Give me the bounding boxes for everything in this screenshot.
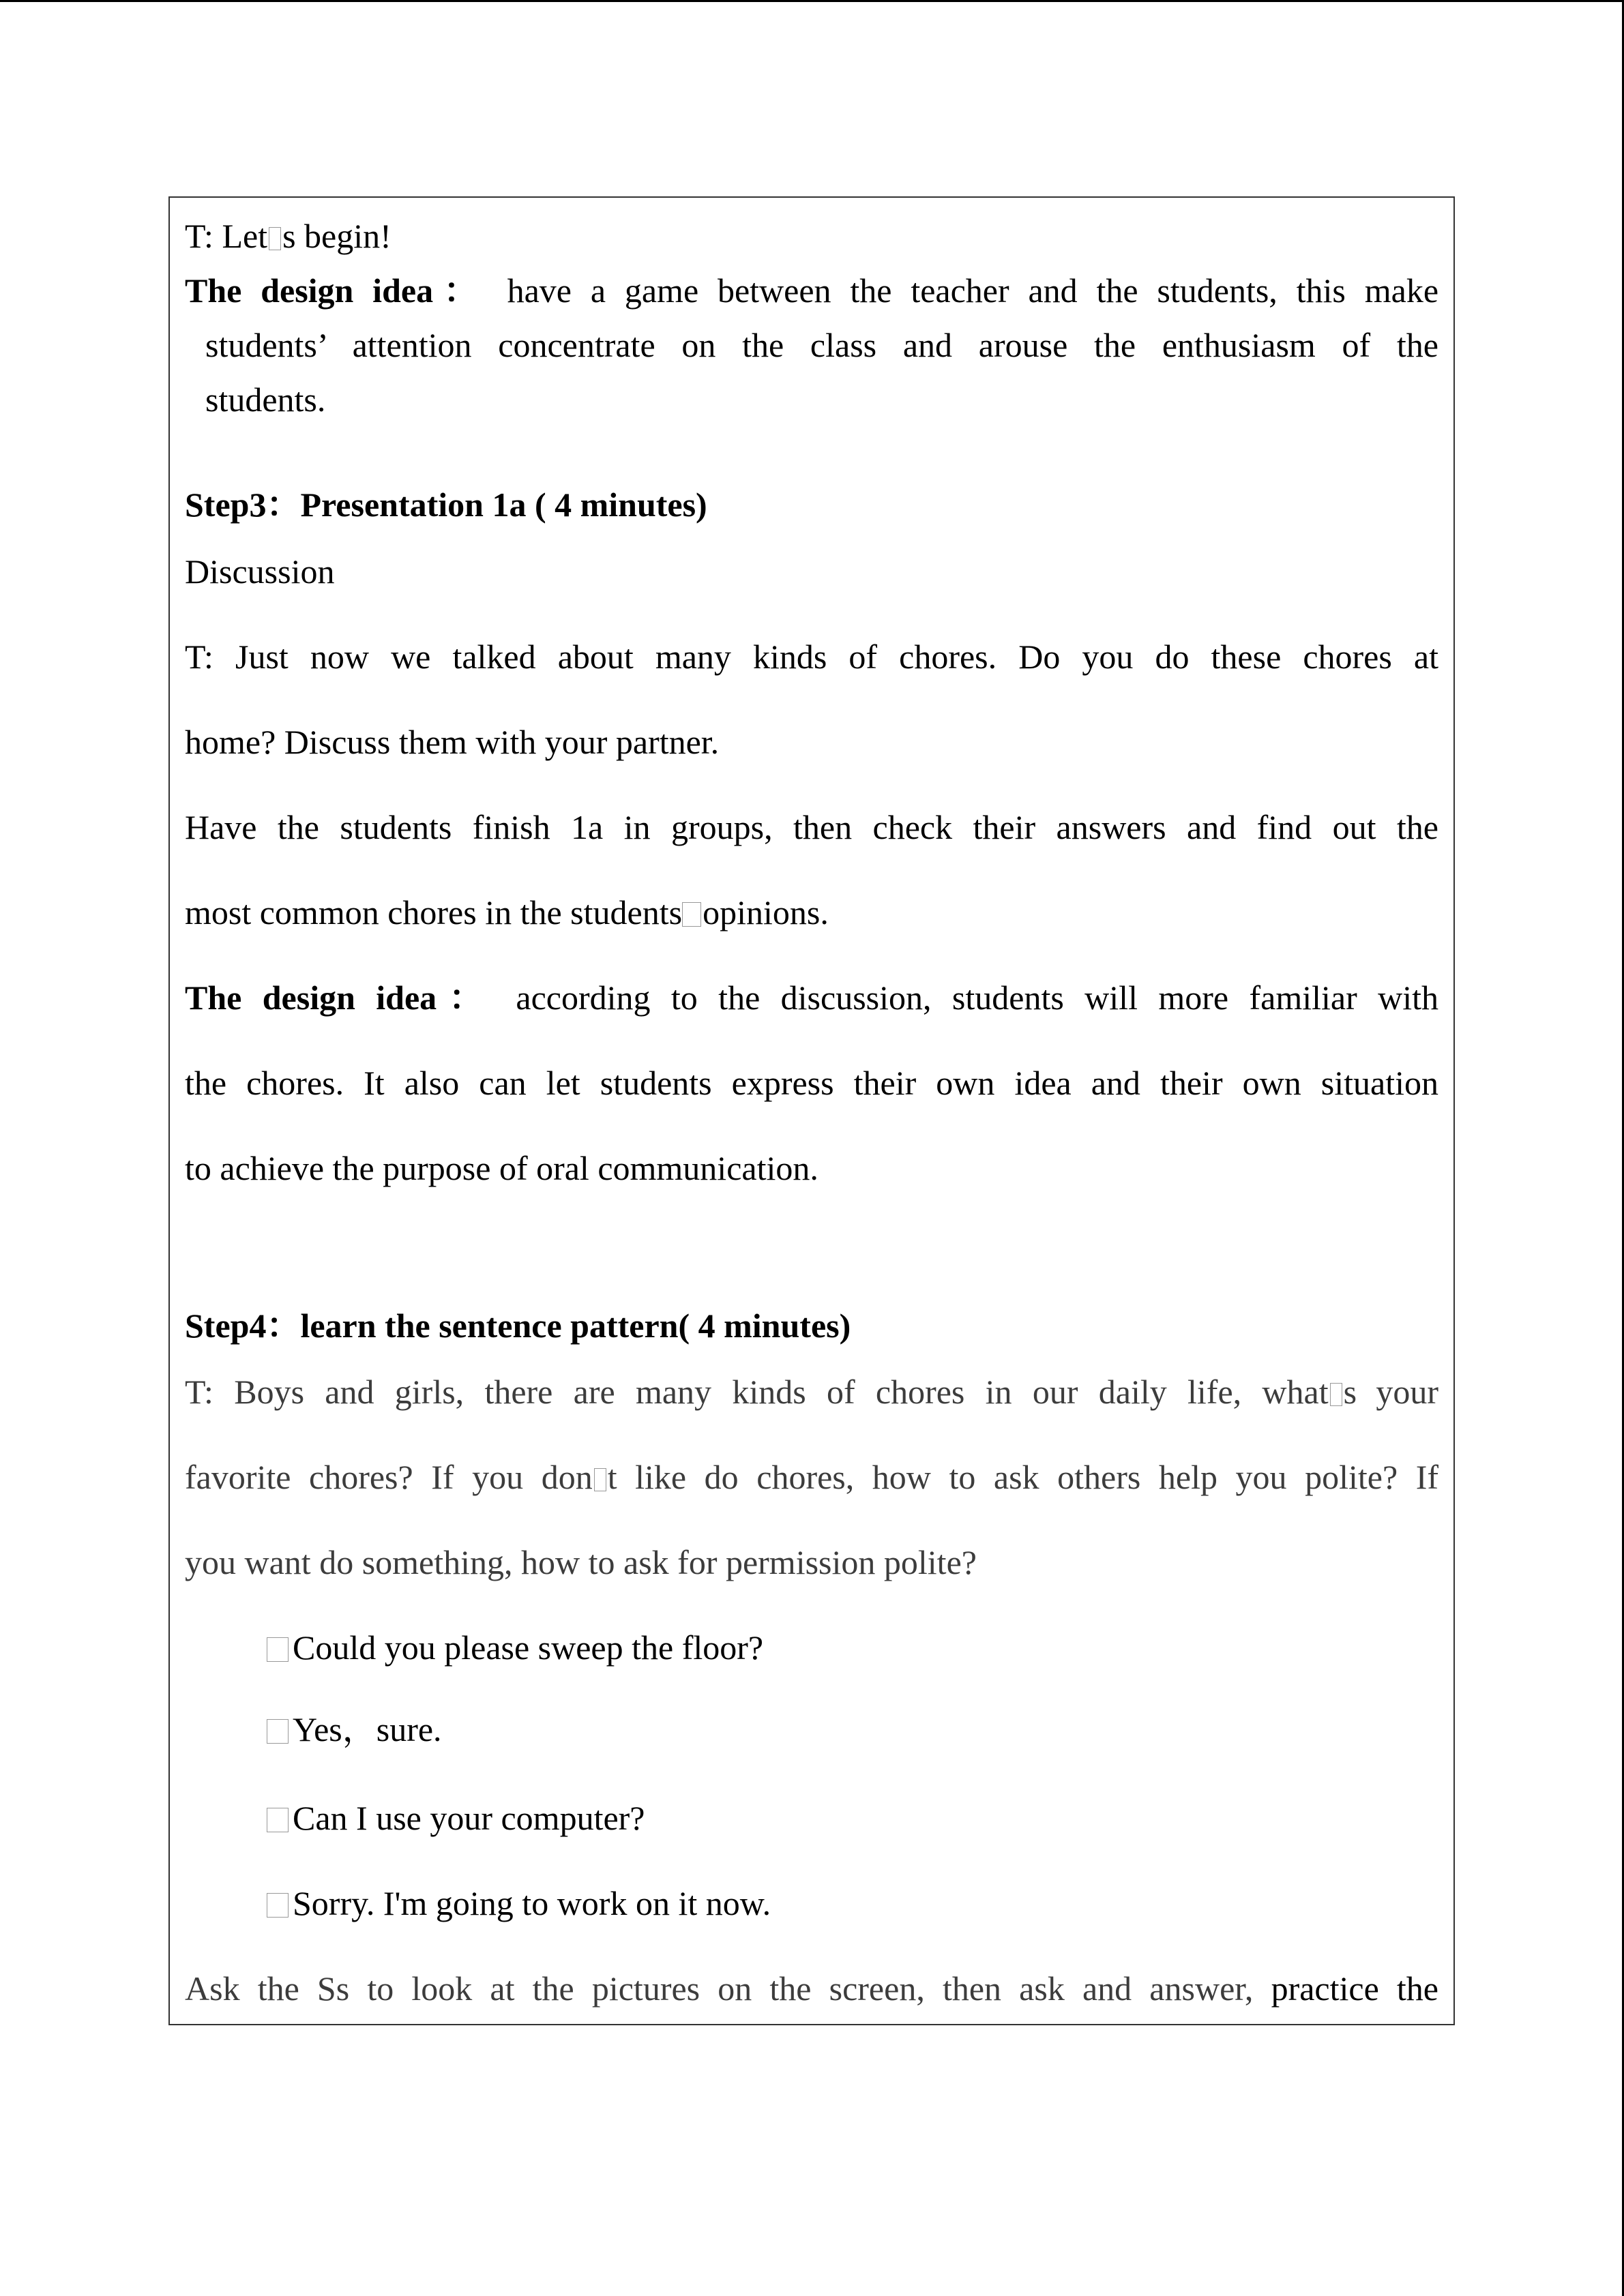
teacher-just-now-line-1: T: Just now we talked about many kinds of chores. Do you do these chores at [185,638,1438,676]
text-fragment: s begin! [282,217,392,255]
design-idea-colon: ： [433,271,488,310]
checkbox-glyph [267,1719,289,1744]
text-fragment: practice the [1271,1969,1438,2008]
design-idea-1-line-1 [185,270,1438,311]
design-idea-label: The design idea [185,979,437,1017]
sentence-pattern-item [267,1883,1438,1924]
checkbox-glyph [267,1893,289,1918]
step4-heading: Step4：learn the sentence pattern( 4 minutes) [185,1307,851,1345]
design-idea-label: The design idea [185,271,434,310]
design-idea-text: students’ attention concentrate on the class and arouse the enthusiasm of the [205,326,1438,364]
design-idea-1-line-3 [205,379,1438,420]
text-fragment: T: Let [185,217,268,255]
missing-glyph-box [682,902,701,927]
sentence-text: Can I use your computer? [293,1799,645,1837]
design-idea-2-line-2: the chores. It also can let students express their own idea and their own situation [185,1064,1438,1102]
design-idea-colon: ： [437,979,495,1017]
sentence-pattern-item [267,1627,1438,1668]
ask-students-line [185,1968,1438,2009]
lesson-plan-table-cell [168,196,1455,2025]
text-fragment: Ask the Ss to look at the pictures on the screen, then ask and answer, [185,1969,1254,2008]
text-fragment: t like do chores, how to ask others help you polite? If [607,1458,1438,1496]
sentence-pattern-item [267,1709,1438,1750]
have-students-line-1: Have the students finish 1a in groups, then check their answers and find out the [185,808,1438,846]
sentence-pattern-item [267,1798,1438,1838]
checkbox-glyph [267,1808,289,1832]
teacher-boys-girls-line-2 [185,1457,1438,1497]
missing-glyph-box [1330,1383,1342,1406]
design-idea-2-line-3: to achieve the purpose of oral communication. [185,1149,818,1187]
text-fragment: T: Boys and girls, there are many kinds of chores in our daily life, what [185,1373,1329,1411]
design-idea-text: students. [205,381,326,419]
text-fragment: s your [1343,1373,1438,1411]
text-fragment: favorite chores? If you don [185,1458,593,1496]
checkbox-glyph [267,1637,289,1662]
missing-glyph-box [269,227,281,250]
have-students-line-2 [185,892,1438,933]
text-fragment: opinions. [703,893,829,931]
teacher-just-now-line-2: home? Discuss them with your partner. [185,723,720,761]
text-line-lets-begin [185,215,1438,256]
teacher-boys-girls-line-1 [185,1371,1438,1412]
discussion-label: Discussion [185,552,335,591]
text-fragment: most common chores in the students [185,893,683,931]
page-top-border [0,0,1624,2]
missing-glyph-box [594,1468,606,1491]
teacher-boys-girls-line-3: you want do something, how to ask for permission polite? [185,1543,977,1581]
sentence-text: Could you please sweep the floor? [293,1628,764,1667]
step3-heading: Step3：Presentation 1a ( 4 minutes) [185,486,707,524]
design-idea-text: have a game between the teacher and the students, this make [507,271,1439,310]
design-idea-1-line-2 [205,325,1438,366]
design-idea-text: according to the discussion, students will more familiar with [516,979,1439,1017]
sentence-text: Sorry. I'm going to work on it now. [293,1884,771,1922]
design-idea-2-line-1 [185,977,1438,1018]
sentence-text: Yes，sure. [293,1710,442,1748]
